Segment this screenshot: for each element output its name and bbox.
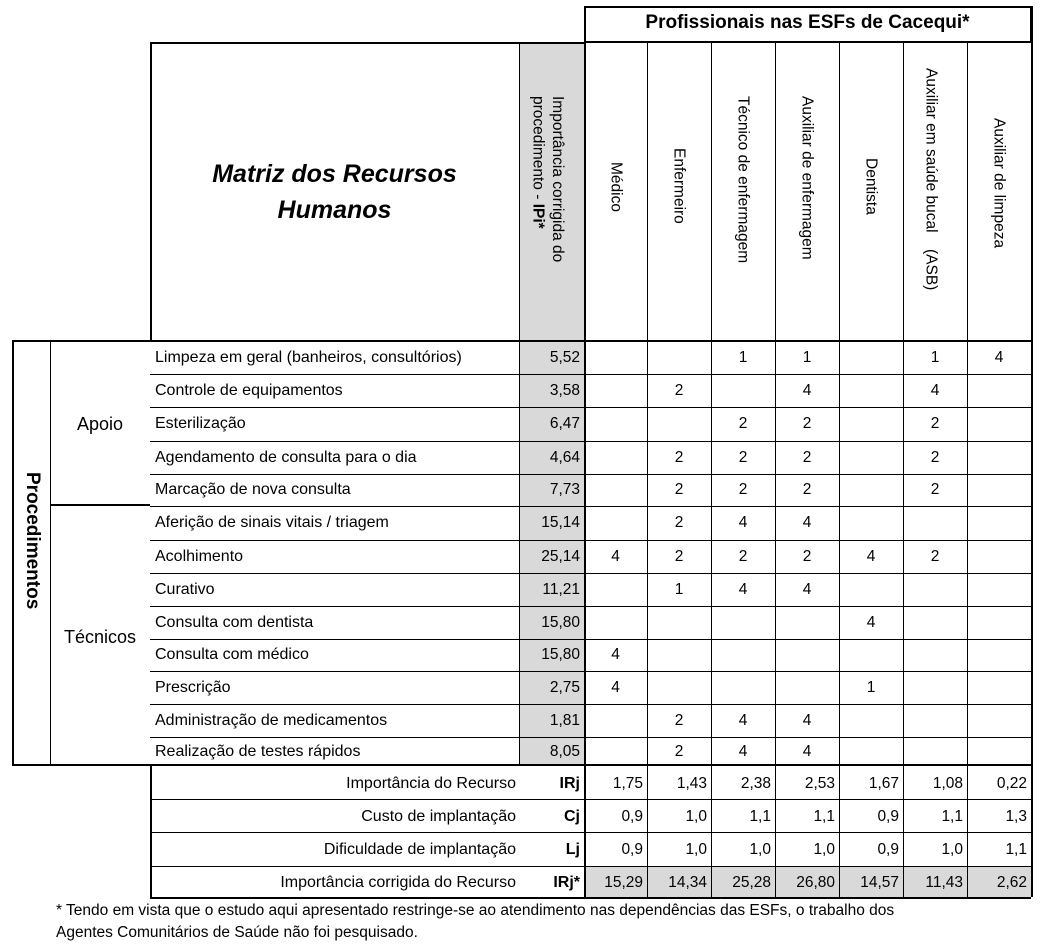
summary-cell: 15,29	[604, 874, 643, 891]
matrix-title-line2: Humanos	[277, 196, 392, 224]
row-cell: 1	[866, 679, 876, 696]
group-header-bottom-border	[584, 41, 1031, 43]
row-cell: 4	[738, 514, 748, 531]
row-cell: 1	[674, 581, 684, 598]
side-top-border	[12, 340, 150, 342]
row-cell: 4	[994, 349, 1004, 366]
row-cell: 2	[674, 548, 684, 565]
row-cell: 2	[738, 481, 748, 498]
summary-cell: 0,9	[621, 841, 643, 858]
summary-cell: 1,3	[1005, 808, 1027, 825]
footnote-line2: Agentes Comunitários de Saúde não foi pesquisado.	[56, 924, 418, 941]
row-ipi: 11,21	[542, 581, 580, 598]
column-divider	[647, 42, 648, 897]
row-cell: 4	[802, 581, 812, 598]
column-divider	[775, 42, 776, 897]
row-name: Acolhimento	[155, 548, 244, 565]
summary-cell: 1,0	[941, 841, 963, 858]
row-cell: 4	[611, 548, 620, 565]
row-cell: 4	[866, 614, 876, 631]
row-ipi: 2,75	[549, 679, 580, 696]
summary-row-divider	[150, 897, 1031, 899]
row-cell: 4	[866, 548, 876, 565]
row-cell: 4	[802, 382, 812, 399]
row-cell: 2	[930, 415, 940, 432]
row-cell: 2	[674, 382, 684, 399]
row-divider	[150, 474, 1031, 475]
footnote-line1: * Tendo em vista que o estudo aqui apresentado restringe-se ao atendimento nas dependências das ESFs, o trabalho dos	[56, 902, 895, 919]
summary-cell: 2,62	[996, 874, 1027, 891]
summary-row-divider	[150, 799, 1031, 800]
row-divider	[150, 374, 1031, 375]
summary-cell: 2,38	[740, 775, 771, 792]
group-tecnicos: Técnicos	[63, 627, 137, 647]
column-header: Auxiliar de enfermagem	[798, 96, 816, 260]
asb-line1: Auxiliar em saúde bucal	[922, 68, 940, 233]
row-cell: 2	[738, 449, 748, 466]
summary-cell: 1,0	[685, 841, 707, 858]
row-cell: 2	[930, 449, 940, 466]
row-divider	[150, 573, 1031, 574]
row-name: Esterilização	[155, 415, 246, 432]
summary-label: Importância do Recurso	[346, 775, 516, 792]
column-divider	[711, 42, 712, 897]
row-divider	[150, 671, 1031, 672]
column-divider	[967, 42, 968, 897]
row-cell: 4	[802, 514, 812, 531]
summary-row-divider	[150, 832, 1031, 833]
row-cell: 4	[611, 679, 620, 696]
column-header: Enfermeiro	[670, 148, 688, 224]
row-cell: 4	[738, 743, 748, 760]
group-header: Profissionais nas ESFs de Cacequi*	[645, 12, 970, 33]
row-cell: 4	[611, 646, 620, 663]
summary-cell: 1,1	[813, 808, 835, 825]
summary-cell: 1,1	[941, 808, 963, 825]
ipi-header-code: IPi*	[529, 203, 547, 229]
summary-cell: 1,1	[1005, 841, 1027, 858]
row-ipi: 4,64	[549, 449, 580, 466]
row-cell: 1	[930, 349, 940, 366]
group-apoio: Apoio	[76, 414, 124, 434]
row-cell: 1	[802, 349, 812, 366]
group-divider	[50, 340, 51, 766]
header-bottom-border	[150, 340, 1031, 342]
column-header-limpeza: Auxiliar de limpeza	[990, 118, 1008, 249]
row-cell: 2	[802, 481, 812, 498]
summary-cell: 1,43	[676, 775, 707, 792]
summary-cell: 2,53	[804, 775, 835, 792]
row-ipi: 15,80	[541, 614, 580, 631]
summary-cell: 0,9	[621, 808, 643, 825]
row-cell: 2	[802, 548, 812, 565]
row-cell: 4	[738, 581, 748, 598]
column-header: Técnico de enfermagem	[734, 96, 752, 264]
summary-label: Importância corrigida do Recurso	[280, 874, 516, 891]
summary-cell: 1,08	[932, 775, 963, 792]
column-header: Dentista	[862, 158, 880, 215]
header-left-border	[150, 42, 152, 341]
summary-cell: 14,57	[860, 874, 899, 891]
summary-label: Dificuldade de implantação	[323, 841, 516, 858]
row-name: Prescrição	[155, 679, 231, 696]
column-divider	[839, 42, 840, 897]
row-divider	[150, 639, 1031, 640]
row-cell: 2	[674, 514, 684, 531]
summary-cell: 1,0	[813, 841, 835, 858]
row-cell: 1	[738, 349, 748, 366]
row-cell: 2	[738, 548, 748, 565]
ipi-header-line1: Importância corrigida do	[548, 96, 566, 263]
row-cell: 2	[930, 548, 940, 565]
row-ipi: 7,73	[549, 481, 580, 498]
ipi-header-line2: procedimento -	[529, 96, 547, 204]
group-separator	[50, 504, 150, 506]
row-cell: 2	[802, 415, 812, 432]
summary-label: Custo de implantação	[361, 808, 516, 825]
row-name: Consulta com médico	[155, 646, 309, 663]
row-cell: 4	[738, 712, 748, 729]
row-ipi: 8,05	[549, 743, 580, 760]
row-divider	[150, 441, 1031, 442]
row-name: Controle de equipamentos	[155, 382, 343, 399]
row-ipi: 25,14	[541, 548, 580, 565]
column-divider	[1031, 6, 1033, 897]
summary-cell: 14,34	[668, 874, 707, 891]
body-bottom-border	[12, 764, 1031, 766]
row-ipi: 15,14	[541, 514, 580, 531]
row-ipi: 5,52	[549, 349, 580, 366]
row-divider	[150, 540, 1031, 541]
summary-cell: 1,0	[749, 841, 771, 858]
summary-code: IRj*	[553, 874, 580, 891]
summary-cell: 1,0	[685, 808, 707, 825]
row-cell: 2	[674, 712, 684, 729]
row-divider	[150, 506, 1031, 507]
row-name: Consulta com dentista	[155, 614, 314, 631]
row-name: Agendamento de consulta para o dia	[155, 449, 417, 466]
summary-cell: 26,80	[796, 874, 835, 891]
summary-cell: 11,43	[925, 874, 963, 891]
row-cell: 2	[674, 449, 684, 466]
matrix-title-line1: Matriz dos Recursos	[212, 160, 457, 188]
row-divider	[150, 704, 1031, 705]
row-divider	[150, 407, 1031, 408]
row-cell: 2	[738, 415, 748, 432]
summary-row-divider	[150, 866, 1031, 867]
row-cell: 2	[674, 481, 684, 498]
column-header-asb	[921, 68, 940, 291]
row-name: Limpeza em geral (banheiros, consultórios)	[155, 349, 462, 366]
summary-cell: 0,22	[996, 775, 1027, 792]
summary-cell: 0,9	[877, 808, 899, 825]
row-cell: 4	[930, 382, 940, 399]
row-name: Administração de medicamentos	[155, 712, 388, 729]
row-ipi: 1,81	[549, 712, 580, 729]
summary-cell: 0,9	[877, 841, 899, 858]
row-name: Realização de testes rápidos	[155, 743, 361, 760]
summary-code: Lj	[565, 841, 580, 858]
row-cell: 2	[674, 743, 684, 760]
row-cell: 4	[802, 712, 812, 729]
row-divider	[150, 737, 1031, 738]
ipi-header	[528, 96, 567, 262]
side-left-border	[12, 340, 14, 766]
asb-line2: (ASB)	[922, 249, 940, 291]
row-ipi: 6,47	[549, 415, 580, 432]
summary-code: IRj	[559, 775, 580, 792]
summary-code: Cj	[564, 808, 580, 825]
row-name: Curativo	[155, 581, 215, 598]
summary-cell: 25,28	[732, 874, 771, 891]
group-header-top-border	[584, 6, 1031, 8]
row-cell: 2	[930, 481, 940, 498]
summary-cell: 1,1	[749, 808, 771, 825]
row-name: Marcação de nova consulta	[155, 481, 351, 498]
column-divider	[903, 42, 904, 897]
summary-cell: 1,67	[868, 775, 899, 792]
row-ipi: 15,80	[541, 646, 580, 663]
summary-cell: 1,75	[612, 775, 643, 792]
row-cell: 4	[802, 743, 812, 760]
row-cell: 2	[802, 449, 812, 466]
row-divider	[150, 606, 1031, 607]
column-header: Médico	[607, 162, 625, 212]
side-label: Procedimentos	[21, 472, 43, 610]
row-ipi: 3,58	[549, 382, 580, 399]
row-name: Aferição de sinais vitais / triagem	[155, 514, 389, 531]
